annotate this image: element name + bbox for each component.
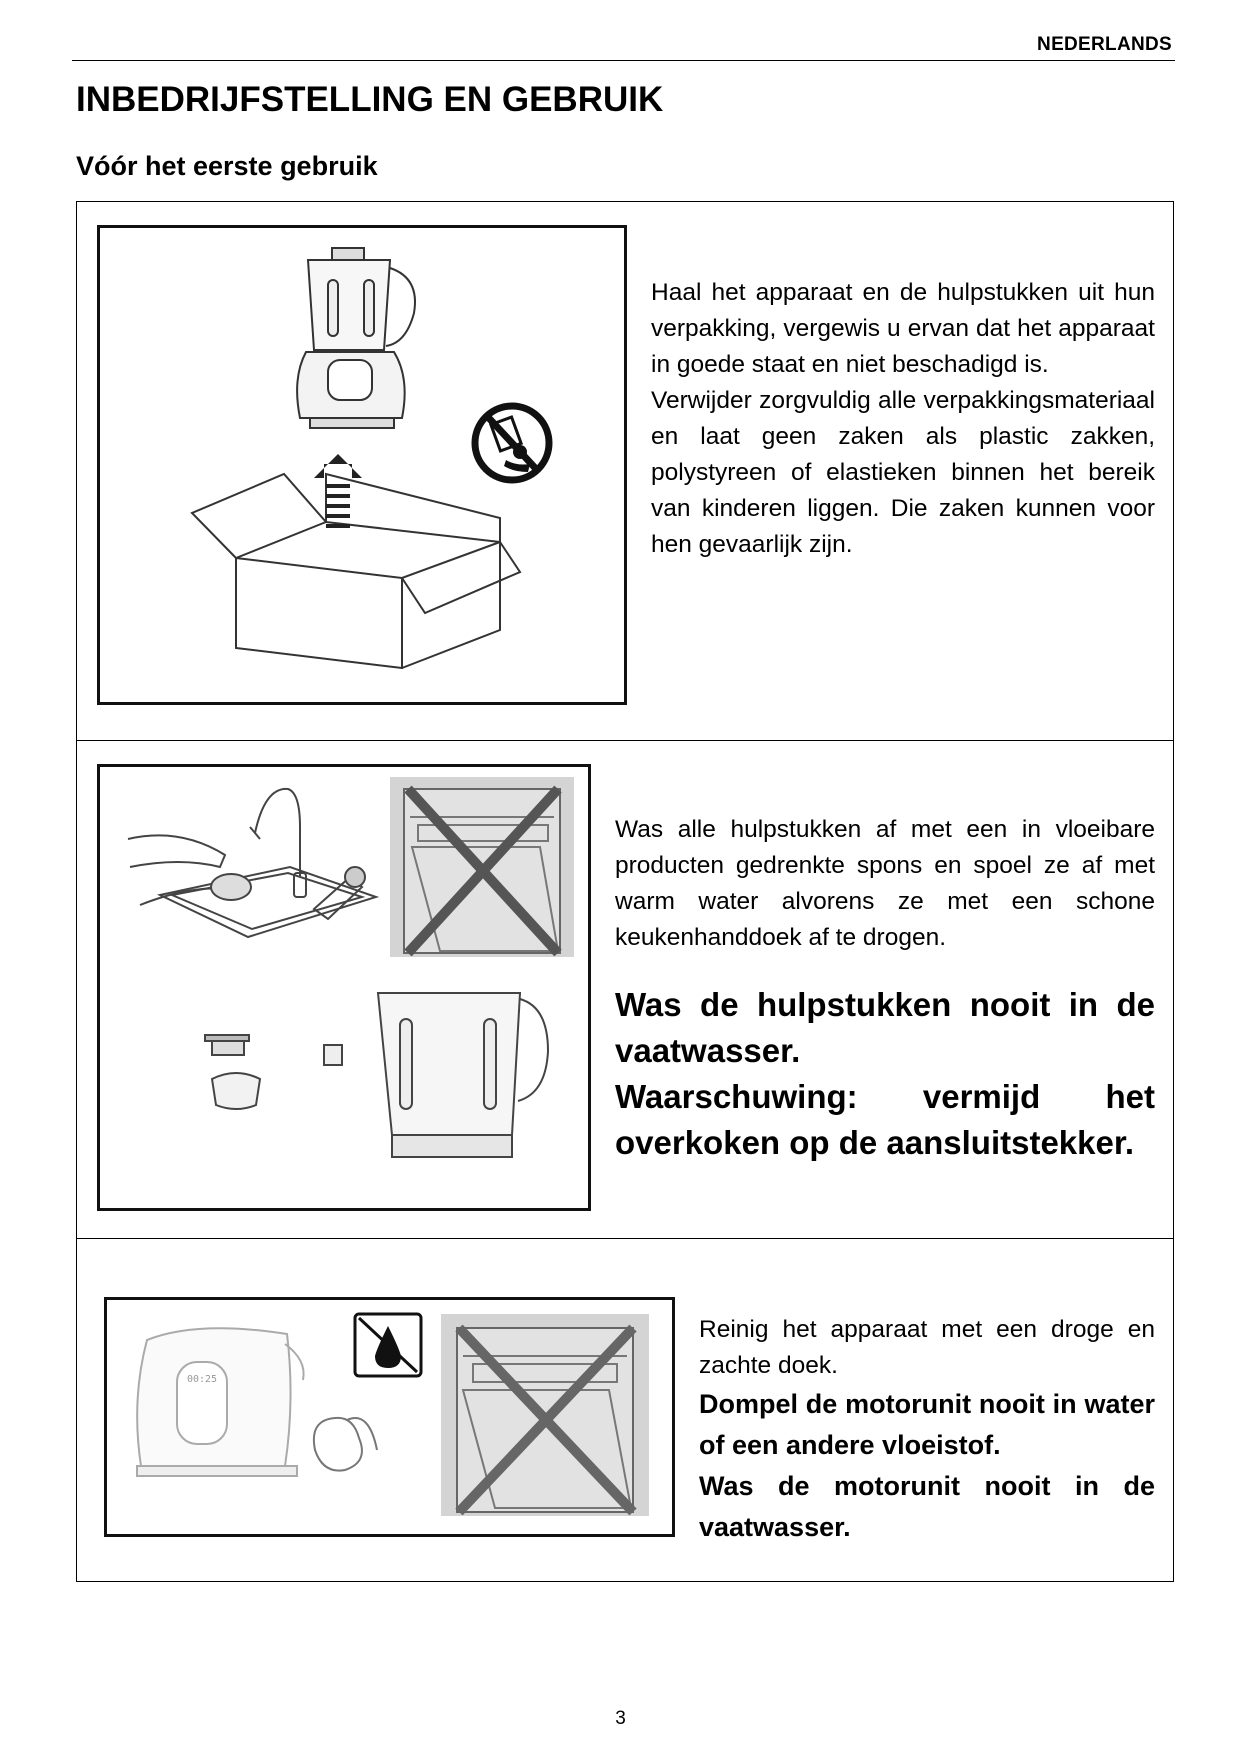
row2-warning-dishwasher: Was de hulpstukken nooit in de vaatwasser. [615, 986, 1155, 1069]
row3-text [699, 1312, 1155, 1548]
row-divider-2 [77, 1238, 1173, 1239]
instruction-table [76, 201, 1174, 1582]
row2-paragraph: Was alle hulpstukken af met een in vloeibare producten gedrenkte spons en spoel ze af met warm water alvorens ze met een schone keukenhanddoek af te drogen. [615, 816, 1155, 951]
row3-warning-immerse: Dompel de motorunit nooit in water of een andere vloeistof. [699, 1389, 1155, 1460]
language-label: NEDERLANDS [1037, 34, 1172, 55]
header-rule [72, 60, 1175, 61]
row1-paragraph-1: Haal het apparaat en de hulpstukken uit hun verpakking, vergewis u ervan dat het apparaat in goede staat en niet beschadigd is. [651, 279, 1155, 378]
page-title: INBEDRIJFSTELLING EN GEBRUIK [76, 80, 664, 119]
section-subtitle: Vóór het eerste gebruik [76, 151, 378, 181]
timer-display: 00:25 [186, 1374, 218, 1385]
motor-cleaning-illustration [104, 1297, 675, 1537]
row2-warning-overflow: Waarschuwing: vermijd het overkoken op de aansluitstekker. [615, 1078, 1155, 1161]
unboxing-illustration [97, 225, 627, 705]
row1-text [651, 275, 1155, 563]
row-divider-1 [77, 740, 1173, 741]
page-number: 3 [615, 1708, 626, 1729]
row1-paragraph-2: Verwijder zorgvuldig alle verpakkingsmateriaal en laat geen zaken als plastic zakken, polystyreen of elastieken binnen het bereik van kinderen liggen. Die zaken kunnen voor hen gevaarlijk zijn. [651, 387, 1155, 558]
row2-text [615, 812, 1155, 1166]
washing-illustration [97, 764, 591, 1211]
row3-warning-dishwasher: Was de motorunit nooit in de vaatwasser. [699, 1471, 1155, 1542]
row3-paragraph: Reinig het apparaat met een droge en zachte doek. [699, 1316, 1155, 1379]
